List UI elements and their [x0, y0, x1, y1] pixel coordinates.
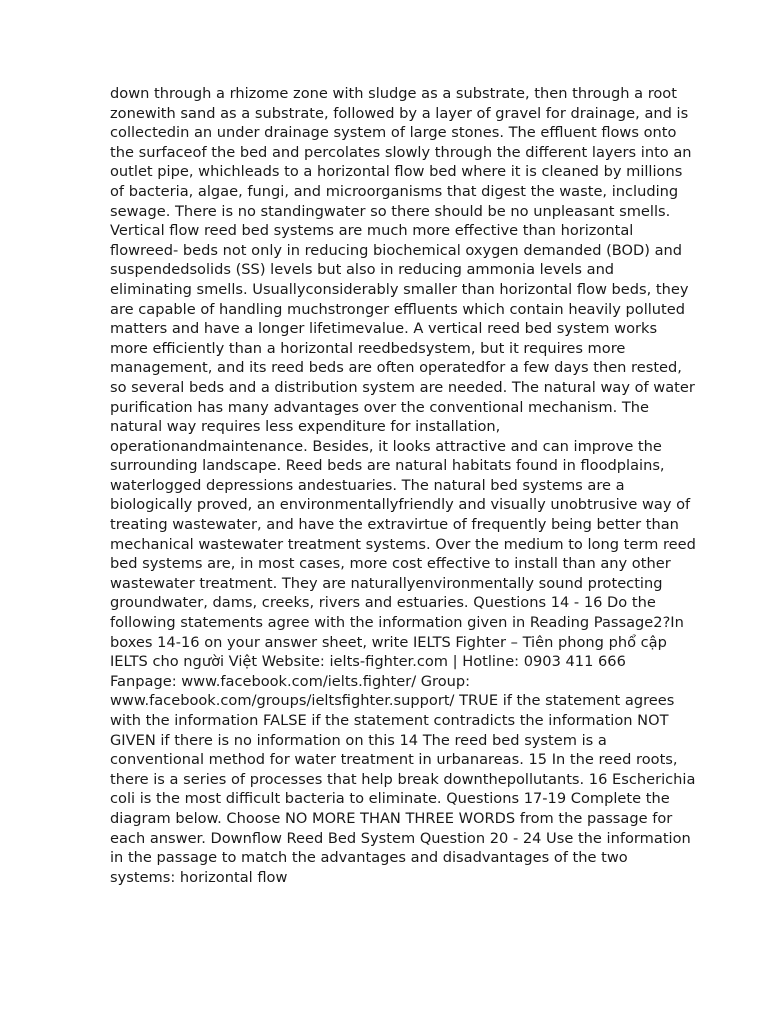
passage-text: down through a rhizome zone with sludge as a substrate, then through a root zonewith sand as a substrate, followed by a layer of gravel for drainage, and is collectedin an under drainage system of large stones. The effluent flows onto the surfaceof the bed and percolates slowly through the different layers into an outlet pipe, whichleads to a horizontal flow bed where it is cleaned by millions of bacteria, algae, fungi, and microorganisms that digest the waste, including sewage. There is no standingwater so there should be no unpleasant smells. Vertical flow reed bed systems are much more effective than horizontal flowreed- beds not only in reducing biochemical oxygen demanded (BOD) and suspendedsolids (SS) levels but also in reducing ammonia levels and eliminating smells. Usuallyconsiderably smaller than horizontal flow beds, they are capable of handling muchstronger effluents which contain heavily polluted matters and have a longer lifetimevalue. A vertical reed bed system works more efficiently than a horizontal reedbedsystem, but it requires more management, and its reed beds are often operatedfor a few days then rested, so several beds and a distribution system are needed. The natural way of water purification has many advantages over the conventional mechanism. The natural way requires less expenditure for installation, operationandmaintenance. Besides, it looks attractive and can improve the surrounding landscape. Reed beds are natural habitats found in floodplains, waterlogged depressions andestuaries. The natural bed systems are a biologically proved, an environmentallyfriendly and visually unobtrusive way of treating wastewater, and have the extravirtue of frequently being better than mechanical wastewater treatment systems. Over the medium to long term reed bed systems are, in most cases, more cost effective to install than any other wastewater treatment. They are naturallyenvironmentally sound protecting groundwater, dams, creeks, rivers and estuaries. Questions 14 - 16 Do the following statements agree with the information given in Reading Passage2?In boxes 14-16 on your answer sheet, write IELTS Fighter – Tiên phong phổ cập IELTS cho người Việt Website: ielts-fighter.com | Hotline: 0903 411 666 Fanpage: www.facebook.com/ielts.fighter/ Group: www.facebook.com/groups/ieltsfighter.support/ TRUE if the statement agrees with the information FALSE if the statement contradicts the information NOT GIVEN if there is no information on this 14 The reed bed system is a conventional method for water treatment in urbanareas. 15 In the reed roots, there is a series of processes that help break downthepollutants. 16 Escherichia coli is the most difficult bacteria to eliminate. Questions 17-19 Complete the diagram below. Choose NO MORE THAN THREE WORDS from the passage for each answer. Downflow Reed Bed System Question 20 - 24 Use the information in the passage to match the advantages and disadvantages of the two systems: horizontal flow [110, 85, 696, 886]
